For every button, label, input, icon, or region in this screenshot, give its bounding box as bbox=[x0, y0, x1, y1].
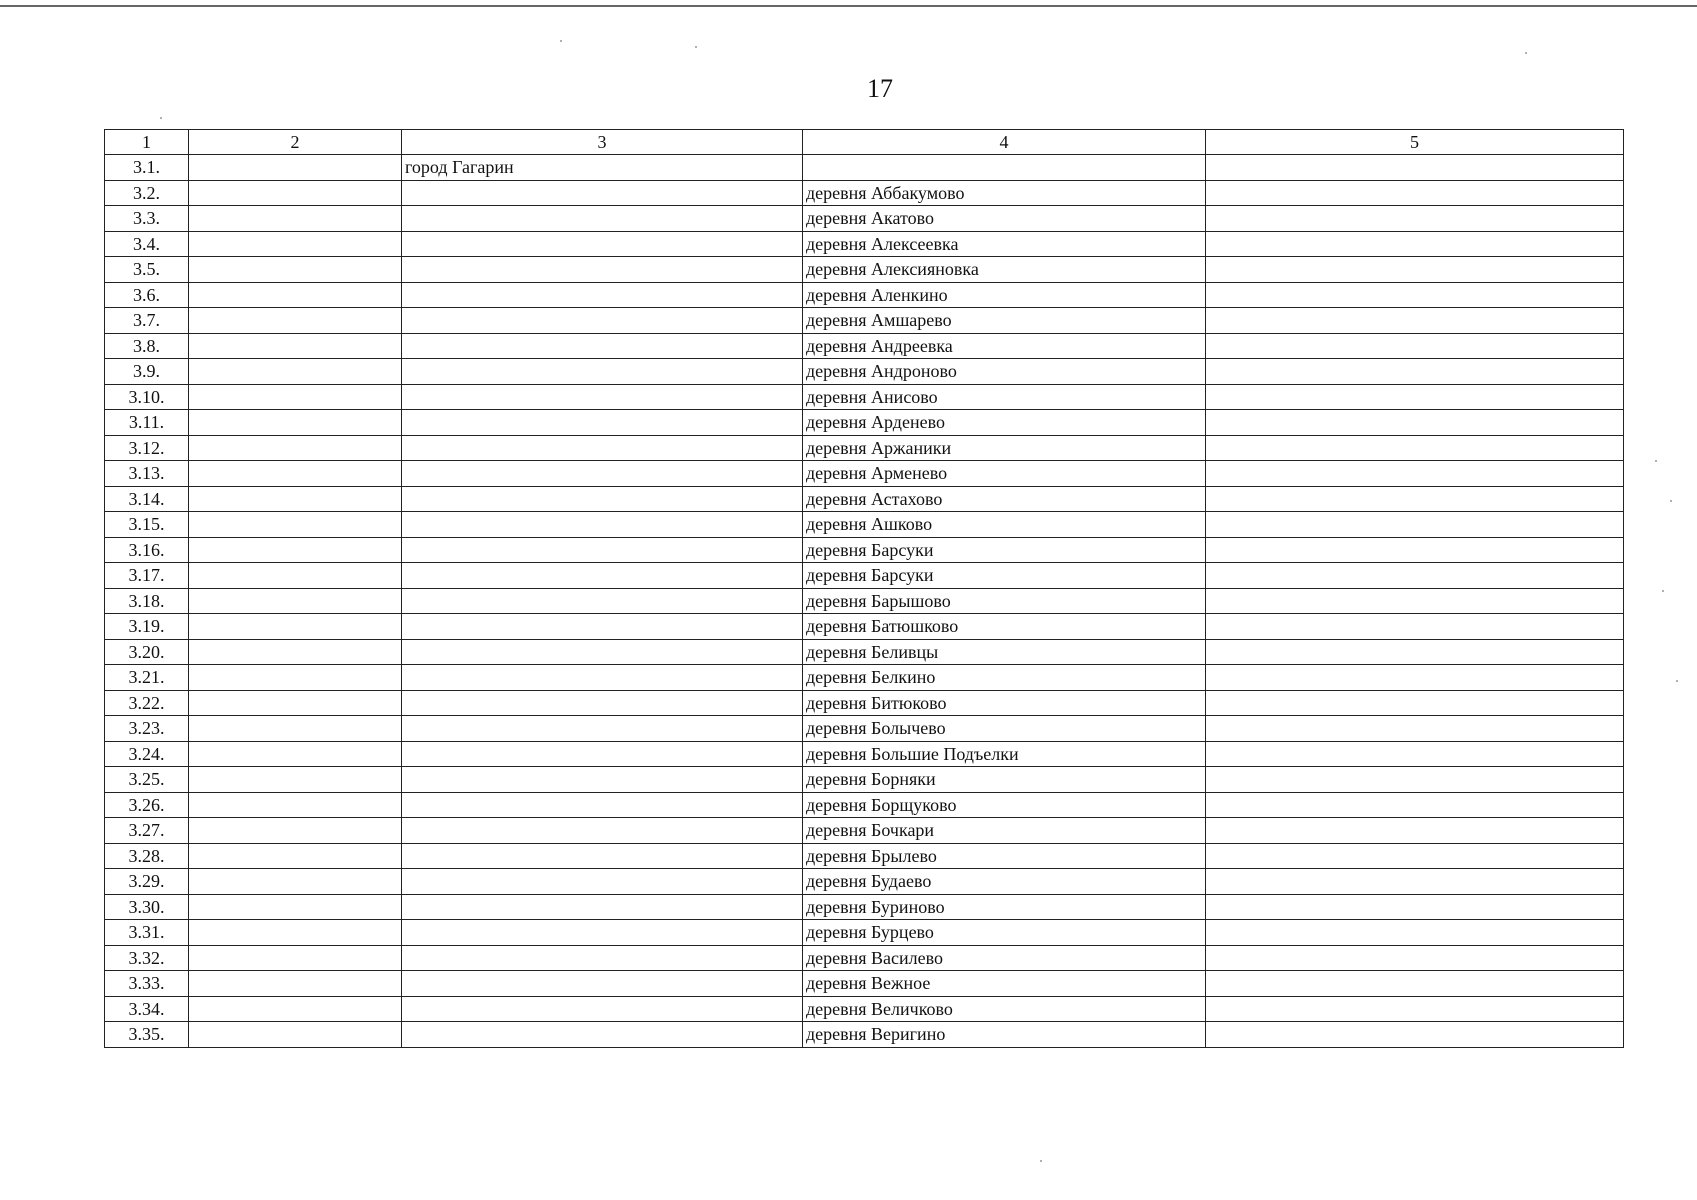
table-cell: деревня Батюшково bbox=[803, 614, 1206, 640]
table-cell bbox=[402, 945, 803, 971]
table-cell bbox=[1206, 971, 1624, 997]
table-cell bbox=[1206, 716, 1624, 742]
table-cell: деревня Аржаники bbox=[803, 435, 1206, 461]
row-number-cell: 3.24. bbox=[105, 741, 189, 767]
table-cell: город Гагарин bbox=[402, 155, 803, 181]
row-number-cell: 3.18. bbox=[105, 588, 189, 614]
top-scan-border bbox=[0, 5, 1697, 7]
table-row bbox=[105, 359, 1624, 385]
table-cell bbox=[1206, 231, 1624, 257]
column-header: 3 bbox=[402, 130, 803, 155]
row-number-cell: 3.11. bbox=[105, 410, 189, 436]
table-cell: деревня Астахово bbox=[803, 486, 1206, 512]
table-cell: деревня Андреевка bbox=[803, 333, 1206, 359]
row-number-cell: 3.2. bbox=[105, 180, 189, 206]
table-cell bbox=[1206, 1022, 1624, 1048]
table-cell bbox=[189, 818, 402, 844]
table-cell bbox=[402, 231, 803, 257]
table-cell: деревня Амшарево bbox=[803, 308, 1206, 334]
table-cell bbox=[189, 180, 402, 206]
row-number-cell: 3.28. bbox=[105, 843, 189, 869]
table-cell bbox=[189, 512, 402, 538]
table-row bbox=[105, 206, 1624, 232]
table-row bbox=[105, 920, 1624, 946]
table-cell bbox=[402, 869, 803, 895]
table-header-row bbox=[105, 130, 1624, 155]
row-number-cell: 3.26. bbox=[105, 792, 189, 818]
table-cell bbox=[402, 1022, 803, 1048]
table-cell: деревня Болычево bbox=[803, 716, 1206, 742]
table-row bbox=[105, 767, 1624, 793]
table-cell: деревня Буриново bbox=[803, 894, 1206, 920]
table-cell: деревня Алексеевка bbox=[803, 231, 1206, 257]
column-header: 1 bbox=[105, 130, 189, 155]
table-cell bbox=[1206, 257, 1624, 283]
table-cell bbox=[402, 818, 803, 844]
row-number-cell: 3.34. bbox=[105, 996, 189, 1022]
table-cell bbox=[1206, 792, 1624, 818]
table-cell bbox=[189, 614, 402, 640]
table-cell bbox=[1206, 435, 1624, 461]
table-cell: деревня Веригино bbox=[803, 1022, 1206, 1048]
scan-speck bbox=[1670, 500, 1672, 502]
table-row bbox=[105, 971, 1624, 997]
row-number-cell: 3.30. bbox=[105, 894, 189, 920]
table-body bbox=[105, 130, 1624, 1048]
table-cell bbox=[189, 690, 402, 716]
table-row bbox=[105, 690, 1624, 716]
column-header: 5 bbox=[1206, 130, 1624, 155]
table-cell bbox=[402, 410, 803, 436]
row-number-cell: 3.23. bbox=[105, 716, 189, 742]
table-cell bbox=[189, 639, 402, 665]
table-row bbox=[105, 945, 1624, 971]
table-cell bbox=[189, 1022, 402, 1048]
table-cell bbox=[1206, 563, 1624, 589]
table-cell: деревня Борщуково bbox=[803, 792, 1206, 818]
page-number: 17 bbox=[867, 74, 893, 103]
table-cell: деревня Беливцы bbox=[803, 639, 1206, 665]
row-number-cell: 3.35. bbox=[105, 1022, 189, 1048]
row-number-cell: 3.20. bbox=[105, 639, 189, 665]
table-cell bbox=[402, 792, 803, 818]
scan-speck bbox=[160, 117, 162, 119]
table-cell bbox=[1206, 537, 1624, 563]
table-cell: деревня Барсуки bbox=[803, 563, 1206, 589]
table-cell: деревня Брылево bbox=[803, 843, 1206, 869]
table-cell bbox=[402, 614, 803, 640]
table-cell bbox=[189, 308, 402, 334]
row-number-cell: 3.32. bbox=[105, 945, 189, 971]
table-cell bbox=[189, 206, 402, 232]
table-row bbox=[105, 333, 1624, 359]
table-cell: деревня Арменево bbox=[803, 461, 1206, 487]
table-cell bbox=[402, 512, 803, 538]
table-cell: деревня Алексияновка bbox=[803, 257, 1206, 283]
table-cell bbox=[189, 920, 402, 946]
table-cell: деревня Василево bbox=[803, 945, 1206, 971]
table-cell bbox=[402, 843, 803, 869]
table-cell bbox=[189, 996, 402, 1022]
table-cell: деревня Акатово bbox=[803, 206, 1206, 232]
scan-speck bbox=[1040, 1160, 1042, 1162]
table-cell bbox=[189, 333, 402, 359]
table-cell bbox=[1206, 410, 1624, 436]
row-number-cell: 3.12. bbox=[105, 435, 189, 461]
table-cell bbox=[1206, 333, 1624, 359]
table-cell bbox=[1206, 869, 1624, 895]
table-cell bbox=[1206, 690, 1624, 716]
table-cell bbox=[1206, 639, 1624, 665]
table-cell bbox=[402, 996, 803, 1022]
table-cell bbox=[1206, 945, 1624, 971]
table-cell: деревня Большие Подъелки bbox=[803, 741, 1206, 767]
table-cell: деревня Величково bbox=[803, 996, 1206, 1022]
row-number-cell: 3.21. bbox=[105, 665, 189, 691]
table-row bbox=[105, 792, 1624, 818]
row-number-cell: 3.25. bbox=[105, 767, 189, 793]
table-cell bbox=[402, 384, 803, 410]
table-cell bbox=[1206, 614, 1624, 640]
table-row bbox=[105, 461, 1624, 487]
table-cell bbox=[189, 410, 402, 436]
table-cell bbox=[402, 359, 803, 385]
table-cell bbox=[189, 843, 402, 869]
table-cell bbox=[402, 639, 803, 665]
row-number-cell: 3.29. bbox=[105, 869, 189, 895]
table-row bbox=[105, 614, 1624, 640]
table-cell bbox=[1206, 665, 1624, 691]
table-cell bbox=[189, 435, 402, 461]
table-cell bbox=[402, 257, 803, 283]
table-row bbox=[105, 282, 1624, 308]
row-number-cell: 3.10. bbox=[105, 384, 189, 410]
table-cell bbox=[189, 359, 402, 385]
table-cell: деревня Белкино bbox=[803, 665, 1206, 691]
table-cell: деревня Анисово bbox=[803, 384, 1206, 410]
table-cell bbox=[402, 461, 803, 487]
scan-speck bbox=[1655, 460, 1657, 462]
table-cell bbox=[402, 180, 803, 206]
table-cell bbox=[402, 920, 803, 946]
table-cell: деревня Барсуки bbox=[803, 537, 1206, 563]
row-number-cell: 3.33. bbox=[105, 971, 189, 997]
table-cell bbox=[189, 716, 402, 742]
table-cell bbox=[1206, 996, 1624, 1022]
table-cell bbox=[189, 971, 402, 997]
table-cell bbox=[402, 206, 803, 232]
table-cell bbox=[1206, 741, 1624, 767]
table-cell bbox=[402, 716, 803, 742]
table-cell: деревня Барышово bbox=[803, 588, 1206, 614]
table-row bbox=[105, 818, 1624, 844]
table-cell bbox=[1206, 359, 1624, 385]
row-number-cell: 3.6. bbox=[105, 282, 189, 308]
table-cell: деревня Аленкино bbox=[803, 282, 1206, 308]
table-cell bbox=[402, 537, 803, 563]
row-number-cell: 3.14. bbox=[105, 486, 189, 512]
row-number-cell: 3.3. bbox=[105, 206, 189, 232]
table-row bbox=[105, 843, 1624, 869]
table-cell: деревня Бочкари bbox=[803, 818, 1206, 844]
table-cell bbox=[189, 155, 402, 181]
table-cell bbox=[1206, 486, 1624, 512]
table-cell: деревня Андроново bbox=[803, 359, 1206, 385]
table-row bbox=[105, 231, 1624, 257]
table-row bbox=[105, 308, 1624, 334]
table-cell: деревня Бурцево bbox=[803, 920, 1206, 946]
row-number-cell: 3.4. bbox=[105, 231, 189, 257]
table-cell bbox=[402, 690, 803, 716]
table-row bbox=[105, 410, 1624, 436]
table-row bbox=[105, 869, 1624, 895]
table-cell bbox=[402, 971, 803, 997]
table-row bbox=[105, 894, 1624, 920]
table-row bbox=[105, 384, 1624, 410]
table-cell bbox=[189, 282, 402, 308]
row-number-cell: 3.17. bbox=[105, 563, 189, 589]
table-cell: деревня Арденево bbox=[803, 410, 1206, 436]
table-cell bbox=[189, 231, 402, 257]
table-cell: деревня Ашково bbox=[803, 512, 1206, 538]
table-cell bbox=[189, 486, 402, 512]
table-cell bbox=[402, 308, 803, 334]
scan-speck bbox=[560, 40, 562, 42]
table-row bbox=[105, 741, 1624, 767]
table-cell: деревня Битюково bbox=[803, 690, 1206, 716]
row-number-cell: 3.19. bbox=[105, 614, 189, 640]
column-header: 2 bbox=[189, 130, 402, 155]
table-row bbox=[105, 563, 1624, 589]
table-row bbox=[105, 639, 1624, 665]
table-cell: деревня Будаево bbox=[803, 869, 1206, 895]
table-cell bbox=[402, 435, 803, 461]
table-cell bbox=[402, 741, 803, 767]
row-number-cell: 3.8. bbox=[105, 333, 189, 359]
table-cell bbox=[1206, 588, 1624, 614]
table-row bbox=[105, 537, 1624, 563]
row-number-cell: 3.5. bbox=[105, 257, 189, 283]
scan-speck bbox=[1676, 680, 1678, 682]
table-cell bbox=[189, 945, 402, 971]
table-row bbox=[105, 512, 1624, 538]
table-cell bbox=[189, 792, 402, 818]
table-cell bbox=[803, 155, 1206, 181]
table-cell bbox=[402, 767, 803, 793]
table-row bbox=[105, 665, 1624, 691]
table-cell bbox=[189, 869, 402, 895]
table-cell bbox=[402, 333, 803, 359]
table-cell bbox=[189, 588, 402, 614]
table-cell bbox=[189, 384, 402, 410]
table-cell bbox=[402, 282, 803, 308]
column-header: 4 bbox=[803, 130, 1206, 155]
table-cell bbox=[1206, 155, 1624, 181]
table-row bbox=[105, 180, 1624, 206]
table-cell bbox=[189, 767, 402, 793]
table-cell: деревня Борняки bbox=[803, 767, 1206, 793]
table-cell bbox=[1206, 282, 1624, 308]
table-cell bbox=[1206, 818, 1624, 844]
table-row bbox=[105, 588, 1624, 614]
table-cell bbox=[1206, 767, 1624, 793]
table-cell bbox=[402, 665, 803, 691]
scan-speck bbox=[695, 46, 697, 48]
row-number-cell: 3.13. bbox=[105, 461, 189, 487]
table-cell bbox=[1206, 384, 1624, 410]
scan-speck bbox=[1525, 52, 1527, 54]
table-cell bbox=[189, 665, 402, 691]
row-number-cell: 3.22. bbox=[105, 690, 189, 716]
table-row bbox=[105, 996, 1624, 1022]
row-number-cell: 3.27. bbox=[105, 818, 189, 844]
table-row bbox=[105, 435, 1624, 461]
table-cell bbox=[1206, 920, 1624, 946]
table-cell bbox=[1206, 512, 1624, 538]
row-number-cell: 3.31. bbox=[105, 920, 189, 946]
table-cell bbox=[189, 741, 402, 767]
document-table bbox=[104, 129, 1624, 1048]
table-row bbox=[105, 716, 1624, 742]
row-number-cell: 3.16. bbox=[105, 537, 189, 563]
row-number-cell: 3.15. bbox=[105, 512, 189, 538]
table-cell bbox=[402, 486, 803, 512]
table-cell bbox=[1206, 894, 1624, 920]
table-cell: деревня Вежное bbox=[803, 971, 1206, 997]
table-cell bbox=[402, 894, 803, 920]
table-cell bbox=[1206, 461, 1624, 487]
table-row bbox=[105, 257, 1624, 283]
table-row bbox=[105, 155, 1624, 181]
table-cell bbox=[189, 563, 402, 589]
row-number-cell: 3.7. bbox=[105, 308, 189, 334]
table-cell bbox=[402, 588, 803, 614]
row-number-cell: 3.9. bbox=[105, 359, 189, 385]
table-row bbox=[105, 1022, 1624, 1048]
table-cell bbox=[189, 894, 402, 920]
table-cell bbox=[402, 563, 803, 589]
scan-speck bbox=[1662, 590, 1664, 592]
table-row bbox=[105, 486, 1624, 512]
table-cell bbox=[189, 461, 402, 487]
table-cell bbox=[189, 257, 402, 283]
table-cell bbox=[189, 537, 402, 563]
table-cell: деревня Аббакумово bbox=[803, 180, 1206, 206]
table-cell bbox=[1206, 843, 1624, 869]
table-cell bbox=[1206, 308, 1624, 334]
table-cell bbox=[1206, 180, 1624, 206]
row-number-cell: 3.1. bbox=[105, 155, 189, 181]
table-cell bbox=[1206, 206, 1624, 232]
